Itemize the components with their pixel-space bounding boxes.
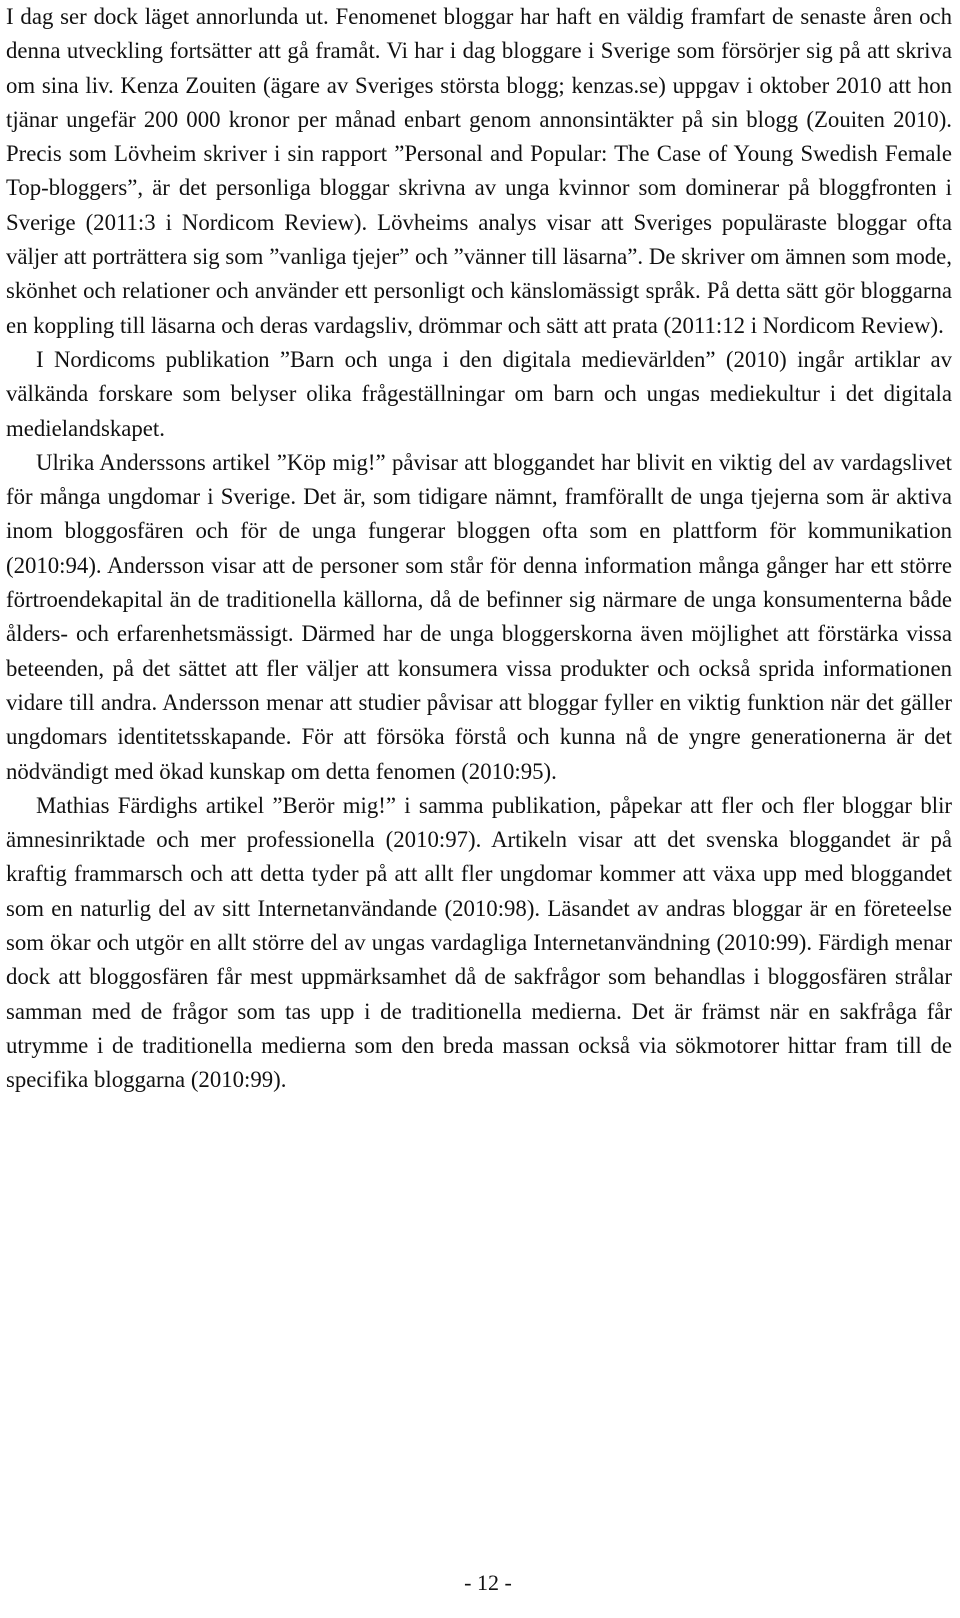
- paragraph-3: Ulrika Anderssons artikel ”Köp mig!” påvisar att bloggandet har blivit en viktig del av vardagslivet för många ungdomar i Sverige. Det är, som tidigare nämnt, framförallt de unga tjejerna som är aktiva inom bloggosfären och för de unga fungerar bloggen ofta som en plattform för kommunikation (2010:94). Andersson visar att de personer som står för denna information många gånger har ett större förtroendekapital än de traditionella källorna, då de befinner sig närmare de unga konsumenterna både ålders- och erfarenhetsmässigt. Därmed har de unga bloggerskorna även möjlighet att förstärka vissa beteenden, på det sättet att fler väljer att konsumera vissa produkter och också sprida informationen vidare till andra. Andersson menar att studier påvisar att bloggar fyller en viktig funktion när det gäller ungdomars identitetsskapande. För att försöka förstå och kunna nå de yngre generationerna är det nödvändigt med ökad kunskap om detta fenomen (2010:95).: [6, 449, 952, 784]
- page-number: - 12 -: [464, 1570, 512, 1595]
- paragraph-1: I dag ser dock läget annorlunda ut. Fenomenet bloggar har haft en väldig framfart de senaste åren och denna utveckling fortsätter att gå framåt. Vi har i dag bloggare i Sverige som försörjer sig på att skriva om sina liv. Kenza Zouiten (ägare av Sveriges största blogg; kenzas.se) uppgav i oktober 2010 att hon tjänar ungefär 200 000 kronor per månad enbart genom annonsintäkter på sin blogg (Zouiten 2010). Precis som Lövheim skriver i sin rapport ”Personal and Popular: The Case of Young Swedish Female Top-bloggers”, är det personliga bloggar skrivna av unga kvinnor som dominerar på bloggfronten i Sverige (2011:3 i Nordicom Review). Lövheims analys visar att Sveriges populäraste bloggar ofta väljer att porträttera sig som ”vanliga tjejer” och ”vänner till läsarna”. De skriver om ämnen som mode, skönhet och relationer och använder ett personligt och känslomässigt språk. På detta sätt gör bloggarna en koppling till läsarna och deras vardagsliv, drömmar och sätt att prata (2011:12 i Nordicom Review).: [6, 4, 952, 338]
- paragraph-4: Mathias Färdighs artikel ”Berör mig!” i samma publikation, påpekar att fler och fler bloggar blir ämnesinriktade och mer professionella (2010:97). Artikeln visar att det svenska bloggandet är på kraftig frammarsch och att detta tyder på att allt fler ungdomar kommer att växa upp med bloggandet som en naturlig del av sitt Internetanvändande (2010:98). Läsandet av andras bloggar är en företeelse som ökar och utgör en allt större del av ungas vardagliga Internetanvändning (2010:99). Färdigh menar dock att bloggosfären får mest uppmärksamhet då de sakfrågor som behandlas i bloggosfären strålar samman med de frågor som tas upp i de traditionella medierna. Det är främst när en sakfråga får utrymme i de traditionella medierna som den breda massan också via sökmotorer hittar fram till de specifika bloggarna (2010:99).: [6, 792, 952, 1093]
- paragraph-2: I Nordicoms publikation ”Barn och unga i den digitala medievärlden” (2010) ingår artiklar av välkända forskare som belyser olika frågeställningar om barn och ungas mediekultur i det digitala medielandskapet.: [6, 346, 952, 441]
- body-text: [6, 0, 952, 1098]
